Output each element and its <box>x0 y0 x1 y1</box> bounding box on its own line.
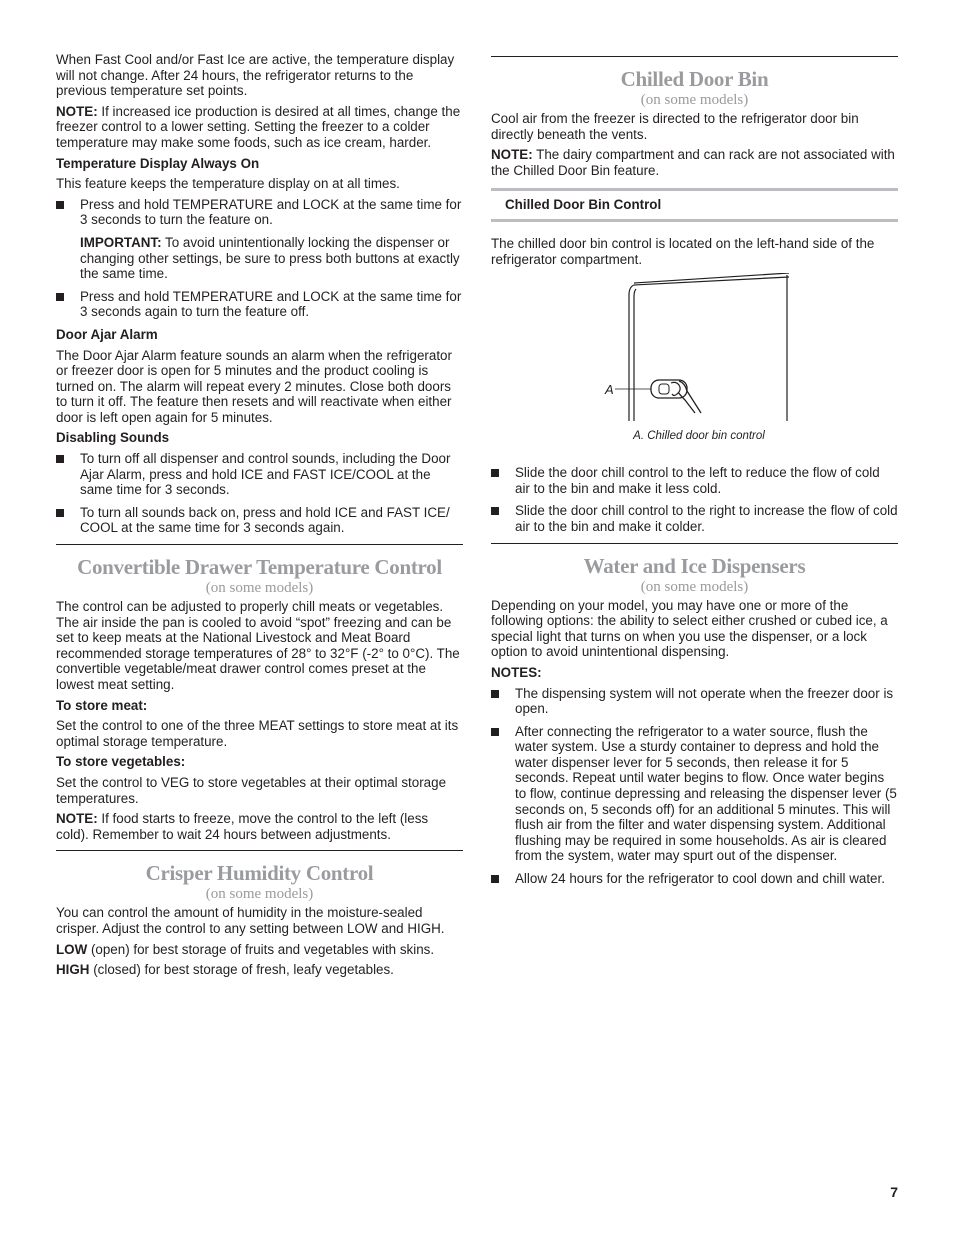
high-label: HIGH <box>56 962 90 978</box>
notes-heading: NOTES: <box>491 664 542 680</box>
low-text: (open) for best storage of fruits and vegetables with skins. <box>87 941 435 957</box>
note-label: NOTE: <box>491 147 533 163</box>
disabling-sounds-heading: Disabling Sounds <box>56 430 170 446</box>
list-item: The dispensing system will not operate when the freezer door is open. <box>491 686 898 717</box>
convertible-drawer-title: Convertible Drawer Temperature Control <box>77 555 442 580</box>
convertible-paragraph: The control can be adjusted to properly chill meats or vegetables. The air inside the pan is cooled to avoid “spot” freezing and can be set to keep meats at the National Livestock and Meat Board recommended storage temperatures of 28° to 32°F (-2° to 0°C). The convertible vegetable/meat drawer control comes preset at the lowest meat setting. <box>56 599 460 692</box>
note-label: NOTE: <box>56 811 98 827</box>
important-text: To avoid unintentionally locking the dispenser or changing other settings, be sure to press both buttons at exactly the same time. <box>80 234 460 282</box>
chilled-door-bin-control-heading: Chilled Door Bin Control <box>491 188 898 222</box>
store-veg-heading: To store vegetables: <box>56 754 186 770</box>
water-ice-dispensers-title: Water and Ice Dispensers <box>583 553 806 578</box>
convertible-drawer-subtitle: (on some models) <box>205 580 314 597</box>
figure-callout-label: A <box>605 382 614 398</box>
section-divider <box>56 850 463 851</box>
right-column <box>491 48 898 894</box>
list-item: Allow 24 hours for the refrigerator to cool down and chill water. <box>491 871 898 887</box>
crisper-humidity-subtitle: (on some models) <box>205 886 314 903</box>
high-setting <box>56 962 463 978</box>
chilled-note <box>491 147 898 178</box>
refrigerator-compartment-illustration <box>491 273 898 453</box>
list-item: Press and hold TEMPERATURE and LOCK at the same time for 3 seconds again to turn the feature off. <box>56 289 463 320</box>
list-item: To turn all sounds back on, press and hold ICE and FAST ICE/ COOL at the same time for 3 seconds again. <box>56 505 463 536</box>
section-divider <box>491 56 898 57</box>
note-label: NOTE: <box>56 103 98 119</box>
water-paragraph: Depending on your model, you may have one or more of the following options: the ability to select either crushed or cubed ice, a special light that turns on when you use the dispenser, or a lock option to avoid unintentional dispensing. <box>491 597 888 660</box>
page-number: 7 <box>890 1184 898 1200</box>
control-paragraph: The chilled door bin control is located on the left-hand side of the refrigerator compartment. <box>491 235 875 267</box>
high-text: (closed) for best storage of fresh, leafy vegetables. <box>89 962 394 978</box>
store-veg-paragraph: Set the control to VEG to store vegetables at their optimal storage temperatures. <box>56 774 447 806</box>
water-ice-dispensers-subtitle: (on some models) <box>640 578 749 595</box>
note-text: If food starts to freeze, move the control to the left (less cold). Remember to wait 24 hours between adjustments. <box>56 811 429 842</box>
convertible-note <box>56 811 463 842</box>
temp-display-paragraph: This feature keeps the temperature display on at all times. <box>56 176 400 192</box>
figure-caption: A. Chilled door bin control <box>633 430 765 443</box>
left-column <box>56 52 463 983</box>
section-divider <box>491 543 898 544</box>
door-ajar-paragraph: The Door Ajar Alarm feature sounds an alarm when the refrigerator or freezer door is open for 5 minutes and the product cooling is turned on. The alarm will repeat every 2 minutes. Close both doors to turn it off. The feature then resets and will reactivate when either door is left open again for 5 minutes. <box>56 347 452 425</box>
list-item: To turn off all dispenser and control sounds, including the Door Ajar Alarm, press and hold ICE and FAST ICE/COOL at the same time for 3 seconds. <box>56 451 463 498</box>
low-label: LOW <box>56 941 88 957</box>
important-note <box>56 235 463 282</box>
temp-display-heading: Temperature Display Always On <box>56 155 260 171</box>
intro-paragraph: When Fast Cool and/or Fast Ice are active, the temperature display will not change. After 24 hours, the refrigerator returns to the previous temperature set points. <box>56 52 455 99</box>
intro-note <box>56 104 463 151</box>
list-item: After connecting the refrigerator to a water source, flush the water system. Use a sturdy container to depress and hold the water dispenser lever for 5 seconds, then release it for 5 seconds. Repeat until water begins to flow. Once water begins to flow, continue depressing and releasing the dispenser lever (5 seconds on, 5 seconds off) for an additional 5 minutes. This will flush air from the filter and water dispensing system. Additional flushing may be required in some households. As air is cleared from the system, water may spurt out of the dispenser. <box>491 724 898 864</box>
list-item: Press and hold TEMPERATURE and LOCK at the same time for 3 seconds to turn the feature on. <box>56 197 463 228</box>
crisper-humidity-title: Crisper Humidity Control <box>145 861 374 886</box>
crisper-paragraph: You can control the amount of humidity in the moisture-sealed crisper. Adjust the control to any setting between LOW and HIGH. <box>56 905 445 936</box>
chilled-door-bin-title: Chilled Door Bin <box>620 67 769 91</box>
store-meat-heading: To store meat: <box>56 697 148 713</box>
important-label: IMPORTANT: <box>80 234 162 250</box>
section-divider <box>56 544 463 545</box>
store-meat-paragraph: Set the control to one of the three MEAT settings to store meat at its optimal storage temperature. <box>56 718 459 749</box>
door-ajar-heading: Door Ajar Alarm <box>56 326 158 342</box>
chilled-door-bin-subtitle: (on some models) <box>640 92 749 108</box>
note-text: The dairy compartment and can rack are not associated with the Chilled Door Bin feature. <box>491 147 895 178</box>
note-text: If increased ice production is desired at all times, change the freezer control to a lower setting. Setting the freezer to a colder temperature may make some foods, such as ice cream, harder. <box>56 103 461 150</box>
chilled-door-bin-figure <box>491 273 898 453</box>
chilled-paragraph: Cool air from the freezer is directed to the refrigerator door bin directly beneath the vents. <box>491 111 859 142</box>
low-setting <box>56 942 463 958</box>
list-item: Slide the door chill control to the left to reduce the flow of cold air to the bin and make it less cold. <box>491 465 898 496</box>
list-item: Slide the door chill control to the right to increase the flow of cold air to the bin and make it colder. <box>491 503 898 534</box>
